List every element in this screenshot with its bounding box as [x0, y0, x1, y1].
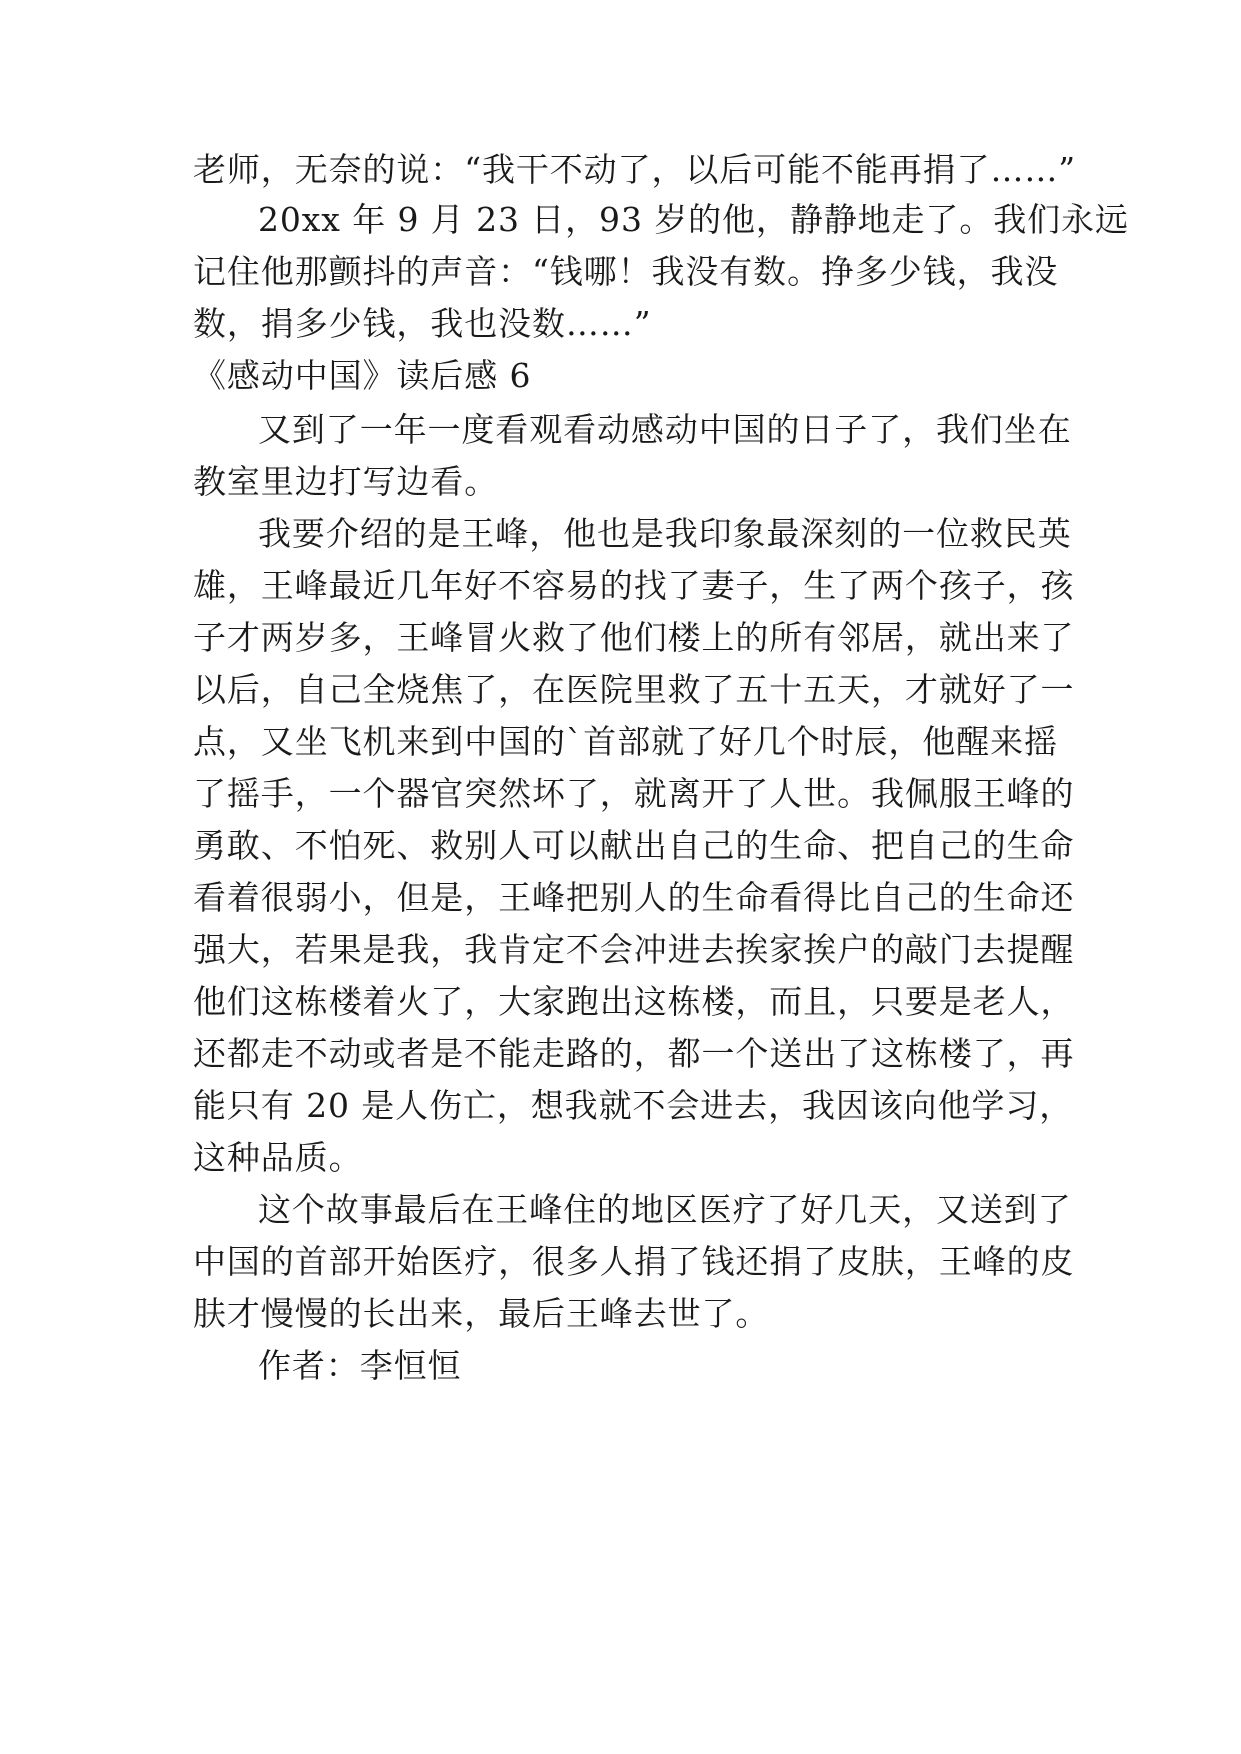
text-line: 教室里边打写边看。: [193, 462, 499, 501]
paragraph-line: 20xx 年 9 月 23 日，93 岁的他，静静地走了。我们永远: [258, 200, 1129, 239]
section-heading: 《感动中国》读后感 6: [193, 356, 532, 395]
text-line: 子才两岁多，王峰冒火救了他们楼上的所有邻居，就出来了: [193, 618, 1075, 657]
text-line: 数，捐多少钱，我也没数……”: [193, 304, 652, 343]
text-line: 能只有 20 是人伤亡，想我就不会进去，我因该向他学习，: [193, 1086, 1074, 1125]
text-line: 这种品质。: [193, 1138, 363, 1177]
text-line: 点，又坐飞机来到中国的`首部就了好几个时辰，他醒来摇: [193, 722, 1058, 761]
text-line: 看着很弱小，但是，王峰把别人的生命看得比自己的生命还: [193, 878, 1075, 917]
text-line: 肤才慢慢的长出来，最后王峰去世了。: [193, 1294, 770, 1333]
text-line: 勇敢、不怕死、救别人可以献出自己的生命、把自己的生命: [193, 826, 1075, 865]
text-line: 了摇手，一个器官突然坏了，就离开了人世。我佩服王峰的: [193, 774, 1075, 813]
paragraph-line: 这个故事最后在王峰住的地区医疗了好几天，又送到了: [258, 1190, 1072, 1229]
text-line: 他们这栋楼着火了，大家跑出这栋楼，而且，只要是老人，: [193, 982, 1075, 1021]
paragraph-line: 又到了一年一度看观看动感动中国的日子了，我们坐在: [258, 410, 1072, 449]
text-line: 雄，王峰最近几年好不容易的找了妻子，生了两个孩子，孩: [193, 566, 1075, 605]
text-line: 强大，若果是我，我肯定不会冲进去挨家挨户的敲门去提醒: [193, 930, 1075, 969]
text-line: 记住他那颤抖的声音：“钱哪！我没有数。挣多少钱，我没: [193, 252, 1059, 291]
author-line: 作者：李恒恒: [258, 1346, 462, 1385]
text-line: 老师，无奈的说：“我干不动了，以后可能不能再捐了……”: [193, 150, 1077, 189]
text-line: 还都走不动或者是不能走路的，都一个送出了这栋楼了，再: [193, 1034, 1075, 1073]
text-line: 以后，自己全烧焦了，在医院里救了五十五天，才就好了一: [193, 670, 1075, 709]
text-line: 中国的首部开始医疗，很多人捐了钱还捐了皮肤，王峰的皮: [193, 1242, 1075, 1281]
paragraph-line: 我要介绍的是王峰，他也是我印象最深刻的一位救民英: [258, 514, 1072, 553]
